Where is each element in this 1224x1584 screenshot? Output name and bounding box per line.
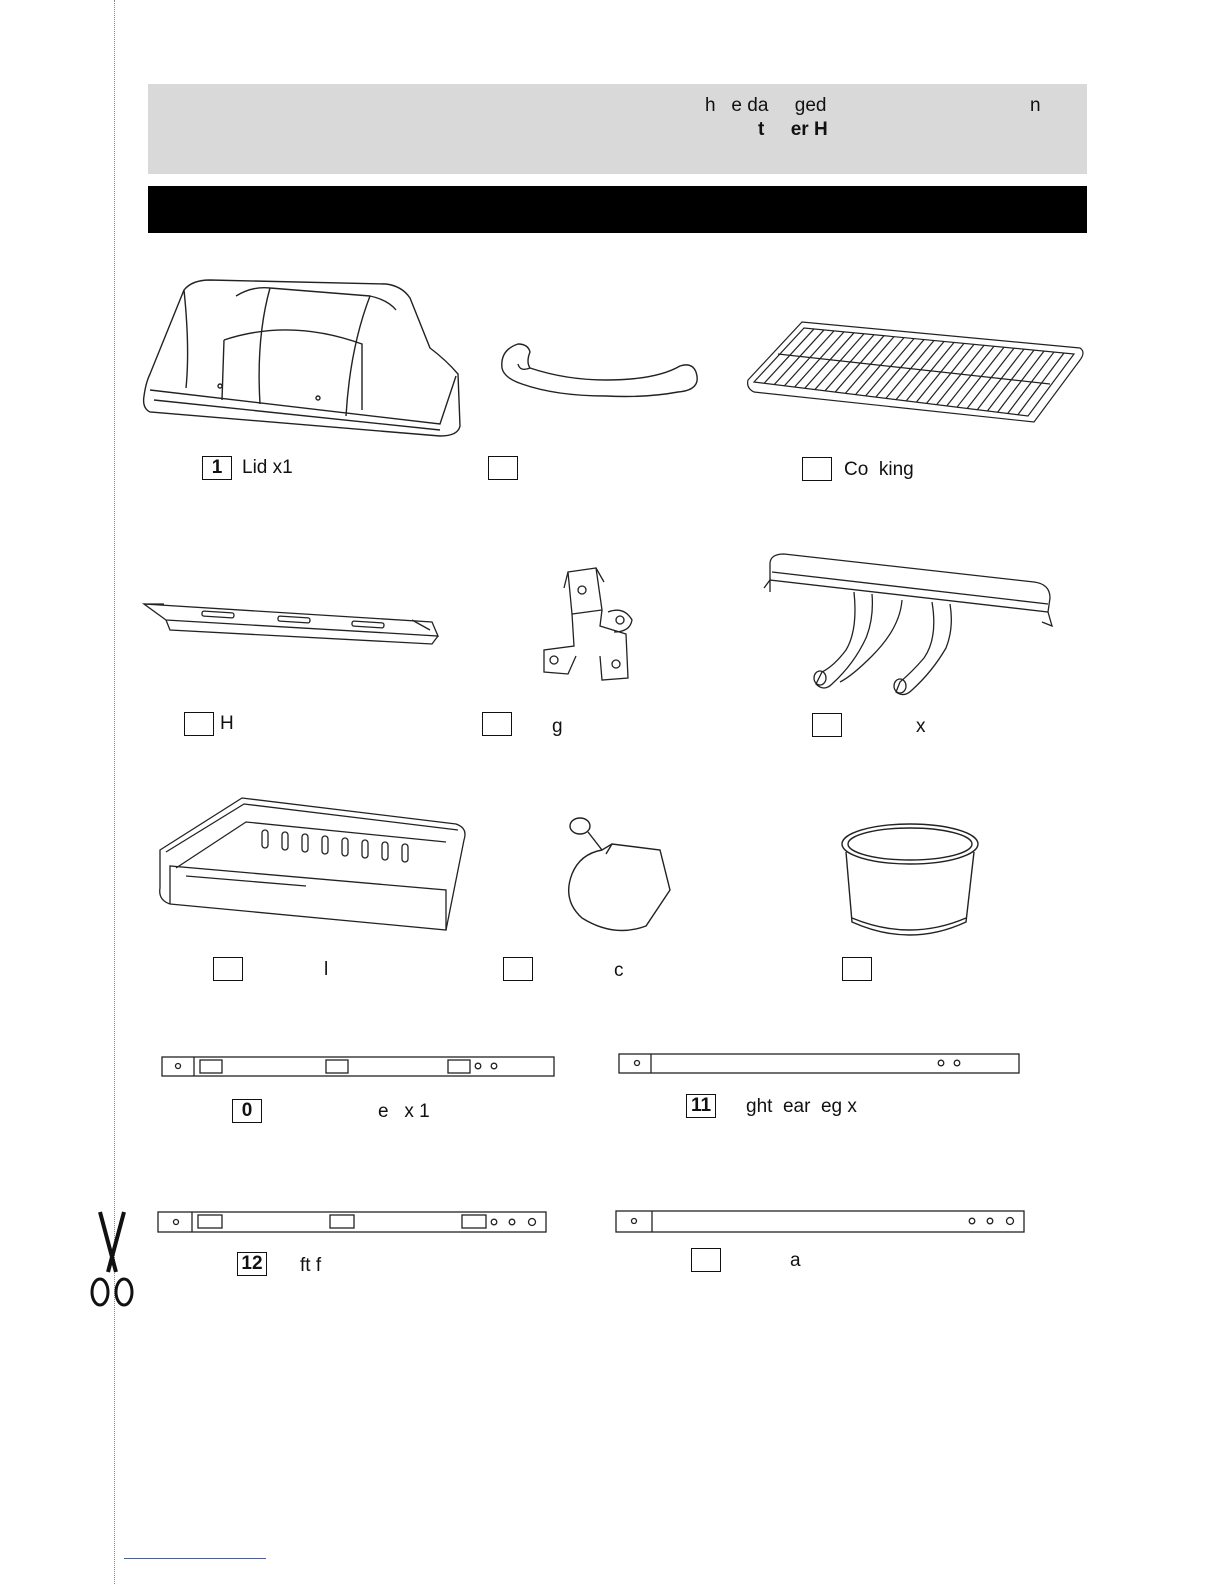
part-number-box bbox=[503, 957, 533, 981]
grate-bar bbox=[764, 329, 814, 383]
grate-bar bbox=[815, 334, 864, 390]
part-number-box: 1 bbox=[202, 456, 232, 480]
part-number-box bbox=[812, 713, 842, 737]
part-number-box bbox=[842, 957, 872, 981]
part-label: ght ear eg x bbox=[746, 1096, 857, 1117]
part-number-box: 11 bbox=[686, 1094, 716, 1118]
part-number-box bbox=[213, 957, 243, 981]
grate-bar bbox=[795, 332, 844, 387]
part-label: g bbox=[552, 716, 563, 737]
right-rear-leg-drawing bbox=[617, 1052, 1023, 1081]
notice-text-line2: t er H bbox=[758, 119, 828, 140]
part-number-box: 0 bbox=[232, 1099, 262, 1123]
part-label: H bbox=[220, 713, 234, 734]
part-label: Lid x1 bbox=[242, 457, 293, 478]
scissors-icon bbox=[86, 1212, 138, 1313]
grate-bar bbox=[784, 331, 834, 386]
footer-link-underline bbox=[124, 1558, 266, 1559]
part-number-box bbox=[184, 712, 214, 736]
part-label: ft f bbox=[300, 1255, 322, 1276]
grate-bar bbox=[805, 333, 854, 388]
part-label: Co king bbox=[844, 459, 914, 480]
part-number-box bbox=[488, 456, 518, 480]
hinge-bracket-drawing bbox=[538, 566, 640, 695]
part-number-box bbox=[802, 457, 832, 481]
firebox-drawing bbox=[156, 796, 468, 941]
igniter-wire-drawing bbox=[562, 814, 674, 939]
part-label: x bbox=[916, 716, 926, 737]
handle-drawing bbox=[496, 338, 706, 403]
leg-10-drawing bbox=[160, 1055, 558, 1084]
part-number-box: 12 bbox=[237, 1252, 267, 1276]
grease-cup-drawing bbox=[838, 822, 984, 949]
cooking-grate-drawing bbox=[744, 318, 1086, 431]
part-label: c bbox=[614, 960, 624, 981]
heat-shield-drawing bbox=[142, 600, 442, 653]
notice-text-line1-end: n bbox=[1030, 95, 1041, 116]
part-label: l bbox=[324, 959, 329, 980]
grate-bar bbox=[774, 330, 824, 385]
part-label: e x 1 bbox=[378, 1101, 430, 1122]
notice-box bbox=[148, 84, 1087, 174]
section-banner bbox=[148, 186, 1087, 233]
burner-drawing bbox=[762, 552, 1062, 699]
notice-text-line1: h e da ged bbox=[705, 95, 827, 116]
leg-13-drawing bbox=[614, 1209, 1028, 1240]
left-front-leg-drawing bbox=[156, 1210, 550, 1239]
cut-line bbox=[114, 0, 115, 1584]
lid-drawing bbox=[140, 278, 465, 445]
part-number-box bbox=[482, 712, 512, 736]
part-label: a bbox=[790, 1250, 801, 1271]
part-number-box bbox=[691, 1248, 721, 1272]
grate-bar bbox=[825, 335, 874, 391]
